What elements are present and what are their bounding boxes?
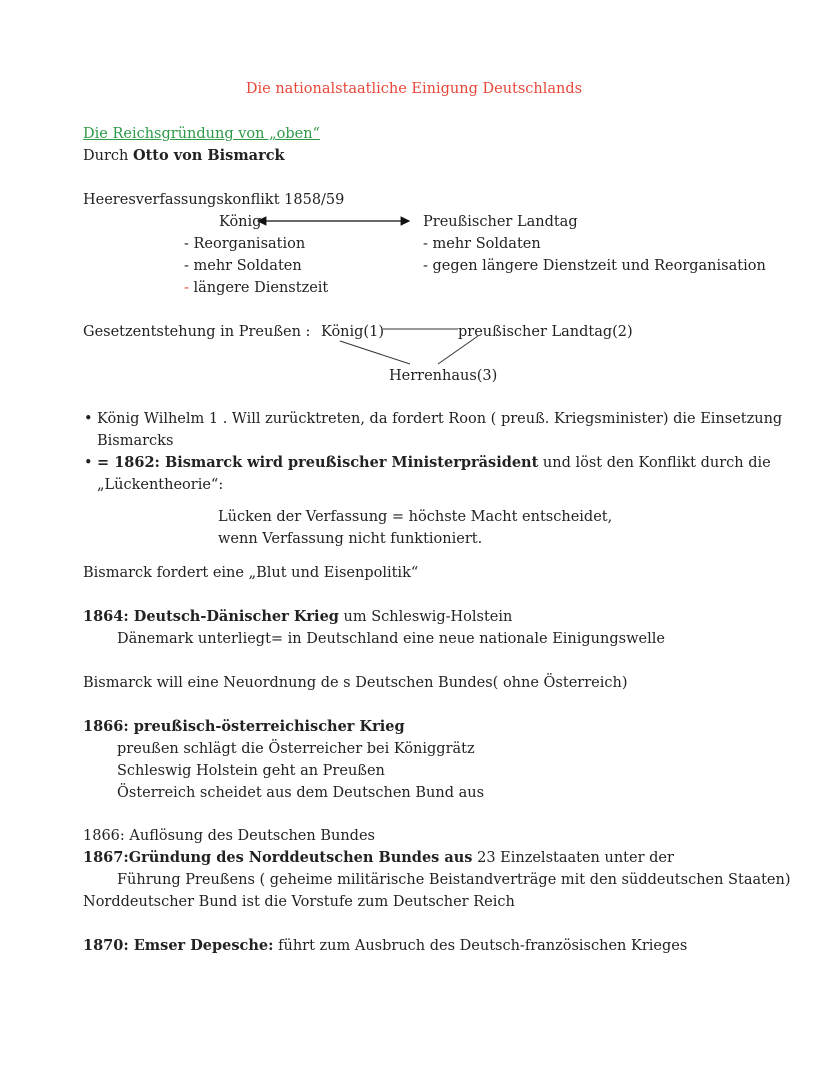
bullet2-line2: „Lückentheorie“: bbox=[97, 477, 224, 493]
emser-rest: führt zum Ausbruch des Deutsch-französischen Krieges bbox=[273, 938, 688, 954]
war1866-sub: Schleswig Holstein geht an Preußen bbox=[117, 763, 385, 779]
bund-line2-rest: 23 Einzelstaaten unter der bbox=[472, 850, 674, 866]
conflict-right-item: - gegen längere Dienstzeit und Reorganisation bbox=[423, 258, 766, 274]
bullet-marker: • bbox=[84, 411, 93, 427]
conflict-left-title: König bbox=[219, 214, 262, 230]
war1866-sub: preußen schlägt die Österreicher bei Königgrätz bbox=[117, 741, 475, 757]
law-landtag: preußischer Landtag(2) bbox=[458, 324, 633, 340]
bullet2-rest: und löst den Konflikt durch die bbox=[538, 455, 771, 471]
conflict-left-item bbox=[184, 277, 328, 299]
war1866-heading bbox=[83, 716, 405, 738]
bund-line4: Norddeutscher Bund ist die Vorstufe zum Deutscher Reich bbox=[83, 894, 515, 910]
law-king: König(1) bbox=[321, 324, 384, 340]
bund-line2 bbox=[83, 847, 674, 869]
war1866-sub: Österreich scheidet aus dem Deutschen Bund aus bbox=[117, 785, 485, 801]
bullet1-line1: König Wilhelm 1 . Will zurücktreten, da fordert Roon ( preuß. Kriegsminister) die Einsetzung bbox=[97, 411, 783, 427]
bund-line3: Führung Preußens ( geheime militärische Beistandverträge mit den süddeutschen Staaten) bbox=[117, 872, 791, 888]
blut-line: Bismarck fordert eine „Blut und Eisenpolitik“ bbox=[83, 565, 419, 581]
bullet2-bold: = 1862: Bismarck wird preußischer Ministerpräsident bbox=[97, 454, 539, 471]
by-line bbox=[83, 145, 285, 167]
conflict-left-item: - mehr Soldaten bbox=[184, 258, 302, 274]
section-heading: Die Reichsgründung von „oben“ bbox=[83, 126, 320, 142]
bund-line2-bold: 1867:Gründung des Norddeutschen Bundes aus bbox=[83, 849, 473, 866]
conflict-left-item-text: längere Dienstzeit bbox=[188, 280, 329, 296]
war1866-bold: 1866: preußisch-österreichischer Krieg bbox=[83, 718, 405, 735]
war1864-bold: 1864: Deutsch-Dänischer Krieg bbox=[83, 608, 339, 625]
bullet1-line2: Bismarcks bbox=[97, 433, 174, 449]
conflict-right-item: - mehr Soldaten bbox=[423, 236, 541, 252]
law-line-king-herrenhaus bbox=[340, 341, 410, 364]
law-herrenhaus: Herrenhaus(3) bbox=[389, 368, 498, 384]
neuordnung-line: Bismarck will eine Neuordnung de s Deutschen Bundes( ohne Österreich) bbox=[83, 675, 628, 691]
conflict-heading: Heeresverfassungskonflikt 1858/59 bbox=[83, 192, 345, 208]
emser-bold: 1870: Emser Depesche: bbox=[83, 937, 274, 954]
emser-line bbox=[83, 935, 687, 957]
conflict-right-title: Preußischer Landtag bbox=[423, 214, 578, 230]
bullet2-line1 bbox=[97, 452, 771, 474]
by-name: Otto von Bismarck bbox=[132, 147, 285, 164]
theory-line1: Lücken der Verfassung = höchste Macht entscheidet, bbox=[218, 509, 613, 525]
bund-line1: 1866: Auflösung des Deutschen Bundes bbox=[83, 828, 375, 844]
by-prefix: Durch bbox=[83, 148, 133, 164]
bullet-marker: • bbox=[84, 455, 93, 471]
war1864-rest: um Schleswig-Holstein bbox=[338, 609, 513, 625]
law-label: Gesetzentstehung in Preußen : bbox=[83, 324, 311, 340]
war1864-sub: Dänemark unterliegt= in Deutschland eine neue nationale Einigungswelle bbox=[117, 631, 665, 647]
theory-line2: wenn Verfassung nicht funktioniert. bbox=[218, 531, 483, 547]
war1864-line bbox=[83, 606, 512, 628]
page-title: Die nationalstaatliche Einigung Deutschlands bbox=[245, 81, 583, 97]
conflict-left-item: - Reorganisation bbox=[184, 236, 306, 252]
red-dash: - bbox=[184, 280, 189, 296]
